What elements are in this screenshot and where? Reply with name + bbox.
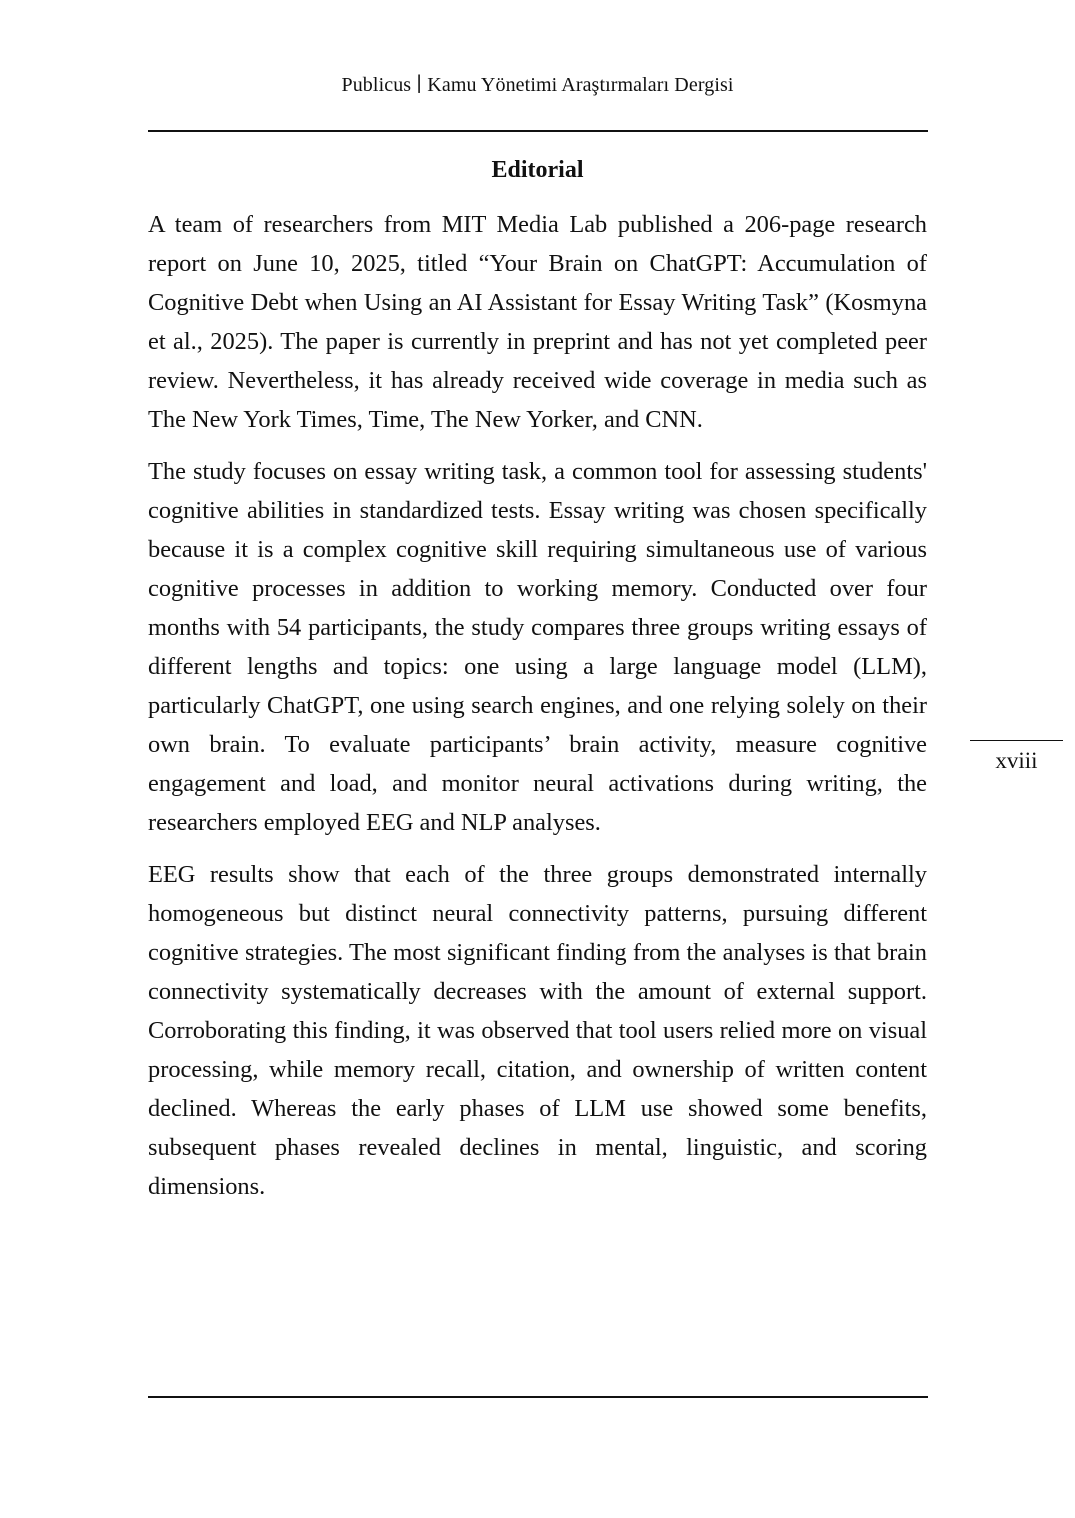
- paragraph: The study focuses on essay writing task, a common tool for assessing students' cognitive abilities in standardized tests. Essay writing was chosen specifically because it is a complex cognitive skill requiring simultaneous use of various cognitive processes in addition to working memory. Conducted over four months with 54 participants, the study compares three groups writing essays of different lengths and topics: one using a large language model (LLM), particularly ChatGPT, one using search engines, and one relying solely on their own brain. To evaluate participants’ brain activity, measure cognitive engagement and load, and monitor neural activations during writing, the researchers employed EEG and NLP analyses.: [148, 458, 927, 836]
- page-number-rule: [970, 740, 1063, 741]
- running-head: Publicus ∣ Kamu Yönetimi Araştırmaları Dergisi: [341, 74, 734, 96]
- article-title: Editorial: [491, 157, 584, 183]
- paragraph: A team of researchers from MIT Media Lab published a 206-page research report on June 10, 2025, titled “Your Brain on ChatGPT: Accumulation of Cognitive Debt when Using an AI Assistant for Essay Writing Task” (Kosmyna et al., 2025). The paper is currently in preprint and has not yet completed peer review. Nevertheless, it has already received wide coverage in media such as The New York Times, Time, The New Yorker, and CNN.: [148, 211, 927, 433]
- footer-rule: [148, 1396, 928, 1398]
- page-number: xviii: [995, 748, 1038, 773]
- article-body: [148, 205, 927, 1219]
- header-rule: [148, 130, 928, 132]
- paragraph: EEG results show that each of the three groups demonstrated internally homogeneous but distinct neural connectivity patterns, pursuing different cognitive strategies. The most significant finding from the analyses is that brain connectivity systematically decreases with the amount of external support. Corroborating this finding, it was observed that tool users relied more on visual processing, while memory recall, citation, and ownership of written content declined. Whereas the early phases of LLM use showed some benefits, subsequent phases revealed declines in mental, linguistic, and scoring dimensions.: [148, 861, 927, 1200]
